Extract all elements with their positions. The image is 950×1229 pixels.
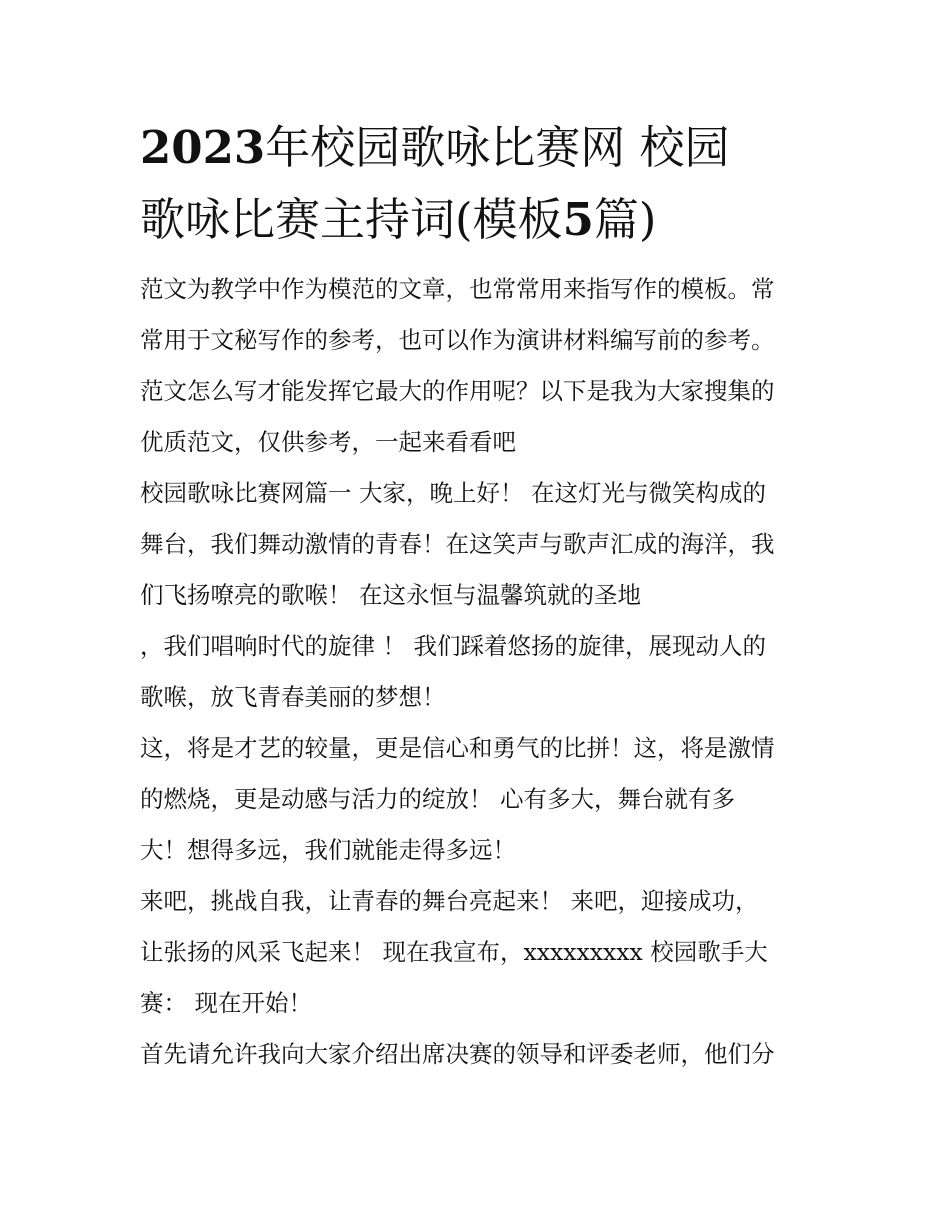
body-line: 大！想得多远，我们就能走得多远！	[140, 836, 516, 864]
title-line-2-text-a: 歌咏比赛主持词(模板	[140, 193, 563, 246]
body-line: 歌喉，放飞青春美丽的梦想！	[140, 683, 446, 711]
title-line-2-text-c: 篇)	[593, 193, 657, 246]
body-line: 赛： 现在开始！	[140, 989, 312, 1017]
body-line: 让张扬的风采飞起来！ 现在我宣布，xxxxxxxxx 校园歌手大	[140, 938, 768, 966]
title-year: 2023	[140, 121, 266, 174]
title-number: 5	[562, 193, 594, 246]
body-line: 们飞扬嘹亮的歌喉！ 在这永恒与温馨筑就的圣地	[140, 581, 641, 609]
body-line: 校园歌咏比赛网篇一 大家，晚上好！ 在这灯光与微笑构成的	[140, 479, 766, 507]
body-line: 来吧，挑战自我，让青春的舞台亮起来！ 来吧，迎接成功，	[140, 887, 759, 915]
body-line: 范文为教学中作为模范的文章，也常常用来指写作的模板。常	[140, 275, 775, 303]
body-line: 舞台，我们舞动激情的青春！在这笑声与歌声汇成的海洋，我	[140, 530, 775, 558]
title-line-1	[140, 112, 820, 184]
body-line: 范文怎么写才能发挥它最大的作用呢？以下是我为大家搜集的	[140, 377, 775, 405]
body-line: 常用于文秘写作的参考，也可以作为演讲材料编写前的参考。	[140, 326, 775, 354]
body-line: 优质范文，仅供参考，一起来看看吧	[140, 428, 516, 456]
document-body	[140, 264, 820, 1080]
body-line: 的燃烧，更是动感与活力的绽放！ 心有多大，舞台就有多	[140, 785, 735, 813]
document-title	[140, 112, 820, 256]
body-line: ，我们唱响时代的旋律 ！ 我们踩着悠扬的旋律，展现动人的	[140, 632, 766, 660]
body-line: 首先请允许我向大家介绍出席决赛的领导和评委老师，他们分	[140, 1040, 775, 1068]
document-page	[140, 112, 820, 1080]
title-line-2	[140, 184, 820, 256]
title-line-1-text: 年校园歌咏比赛网 校园	[265, 121, 730, 174]
body-line: 这，将是才艺的较量，更是信心和勇气的比拼！这，将是激情	[140, 734, 775, 762]
